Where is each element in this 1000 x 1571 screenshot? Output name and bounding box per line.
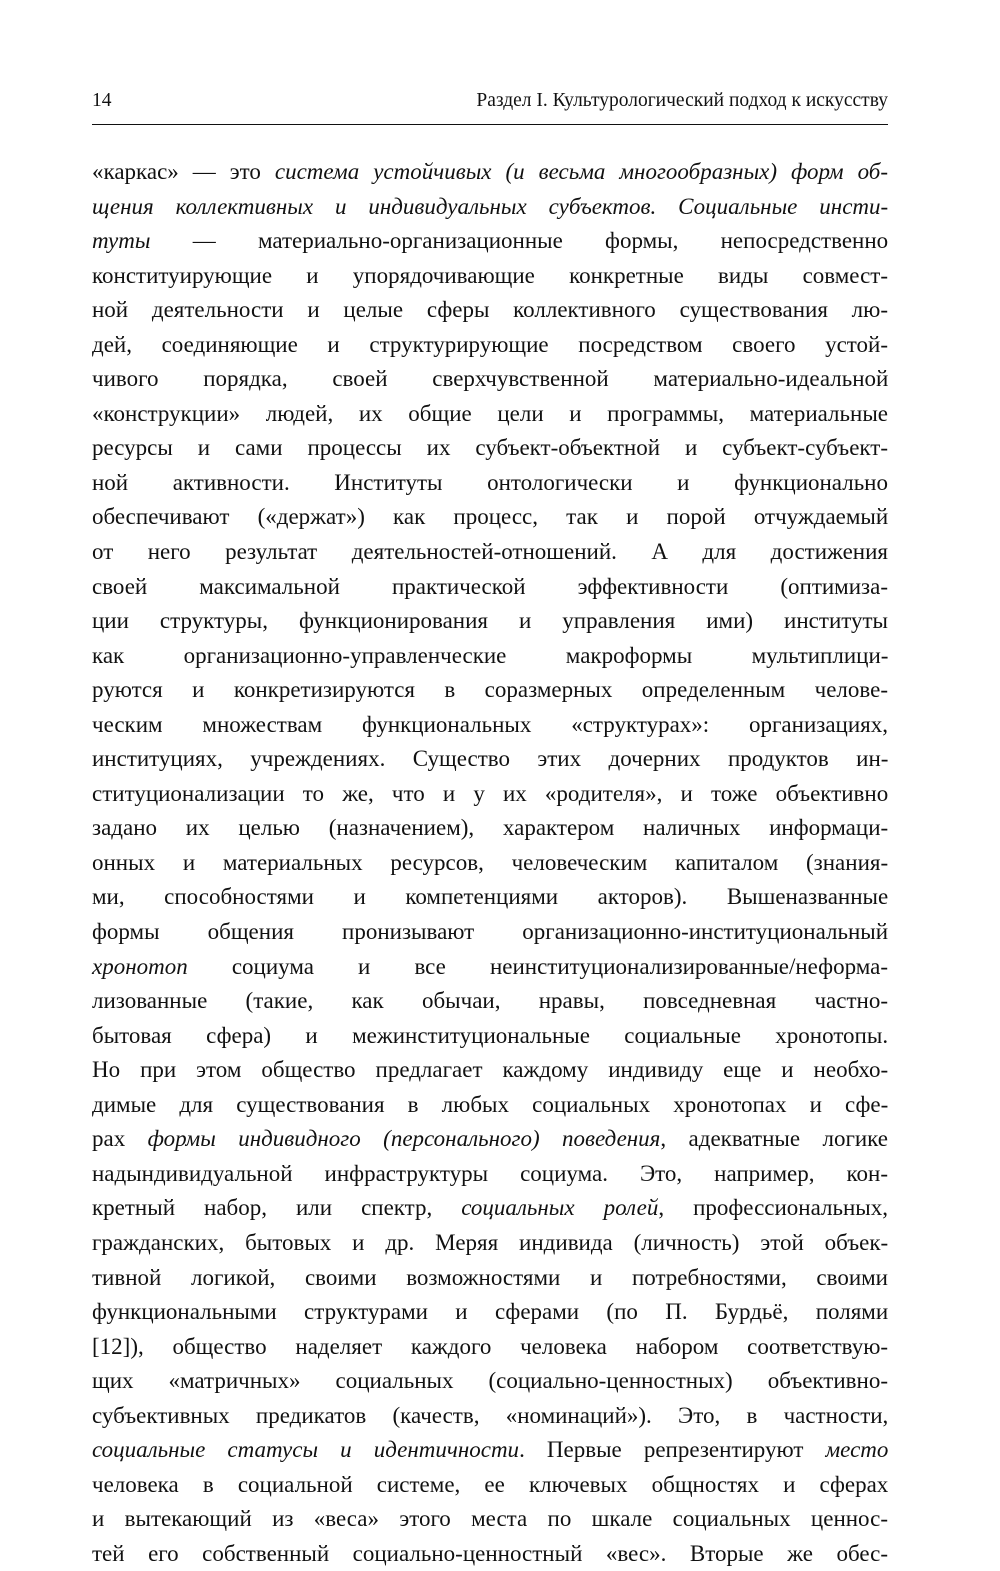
italic-text-run: система устойчивых (и весьма многообразных) форм об- [274,159,888,184]
text-run: субъективных предикатов (качеств, «номинаций»). Это, в частности, [92,1402,889,1428]
text-line [92,1053,888,1088]
running-head [92,86,888,116]
text-line [92,777,888,812]
text-run: «каркас» — это [92,159,275,184]
text-run: , адекватные логике [660,1126,888,1152]
italic-text-run: хронотоп [92,953,188,979]
text-run: лизованные (такие, как обычаи, нравы, повседневная частно- [92,988,888,1014]
text-line [92,1122,888,1157]
italic-text-run: формы индивидного (персонального) поведения [147,1126,661,1152]
text-line [92,1537,888,1571]
text-run: . Первые репрезентируют [519,1437,826,1463]
text-line [92,362,888,397]
text-line [92,1364,888,1399]
text-run: бытовая сфера) и межинституциональные социальные хронотопы. [92,1022,889,1048]
text-run: тивной логикой, своими возможностями и потребностями, своими [92,1264,888,1290]
text-run: руются и конкретизируются в соразмерных определенным челове- [92,677,888,703]
section-title: Раздел I. Культурологический подход к искусству [476,90,888,111]
text-line [92,397,888,432]
text-line [92,811,888,846]
text-run: надындивидуальной инфраструктуры социума. Это, например, кон- [92,1160,888,1186]
text-run: ной активности. Институты онтологически и функционально [92,469,888,495]
text-run: дей, соединяющие и структурирующие посредством своего устой- [92,331,888,357]
text-run: задано их целью (назначением), характером наличных информаци- [92,815,889,841]
text-line [92,673,888,708]
text-line [92,915,888,950]
text-line [92,293,888,328]
text-run: конституирующие и упорядочивающие конкретные виды совмест- [92,262,888,288]
body-text [92,155,888,1571]
text-run: — материально-организационные формы, непосредственно [150,228,889,254]
text-run: своей максимальной практической эффективности (оптимиза- [92,573,888,599]
text-run: гражданских, бытовых и др. Меряя индивида (личность) этой объек- [92,1229,889,1255]
text-run: тей его собственный социально-ценностный «вес». Вторые же обес- [92,1540,888,1566]
text-run: как организационно-управленческие макроформы мультиплици- [92,642,889,668]
header-rule [92,124,888,125]
text-run: рах [92,1126,148,1152]
text-run: ческим множествам функциональных «структурах»: организациях, [92,711,888,737]
text-run: институциях, учреждениях. Существо этих дочерних продуктов ин- [92,746,889,772]
text-run: чивого порядка, своей сверхчувственной материально-идеальной [92,366,889,392]
italic-text-run: социальные статусы и идентичности [92,1437,520,1463]
text-run: [12]), общество наделяет каждого человека набором соответствую- [92,1333,889,1359]
text-line [92,1226,888,1261]
text-run: формы общения пронизывают организационно-институциональный [92,919,889,945]
text-line [92,328,888,363]
text-run: онных и материальных ресурсов, человеческим капиталом (знания- [92,849,889,875]
text-run: «конструкции» людей, их общие цели и программы, материальные [92,400,888,426]
italic-text-run: место [825,1437,889,1463]
italic-text-run: щения коллективных и индивидуальных субъектов. Социальные инсти- [92,193,889,219]
text-line [92,950,888,985]
text-line [92,1261,888,1296]
text-line [92,155,888,190]
text-line [92,1295,888,1330]
text-run: функциональными структурами и сферами (по П. Бурдьё, полями [92,1299,889,1325]
text-line [92,1088,888,1123]
text-line [92,1019,888,1054]
text-line [92,1157,888,1192]
italic-text-run: социальных ролей [461,1195,659,1221]
text-run: димые для существования в любых социальных хронотопах и сфе- [92,1091,889,1117]
text-line [92,535,888,570]
text-line [92,259,888,294]
text-line [92,846,888,881]
italic-text-run: туты [92,228,151,254]
text-run: от него результат деятельностей-отношений. А для достижения [92,539,888,565]
text-line [92,190,888,225]
text-run: ми, способностями и компетенциями акторов). Вышеназванные [92,884,889,910]
page-number: 14 [92,90,112,111]
text-line [92,1330,888,1365]
text-run: ции структуры, функционирования и управления ими) институты [92,608,888,634]
text-line [92,1468,888,1503]
text-line [92,708,888,743]
text-run: человека в социальной системе, ее ключевых общностях и сферах [92,1471,889,1497]
text-line [92,224,888,259]
text-line [92,880,888,915]
text-run: , профессиональных, [658,1195,888,1221]
text-line [92,1502,888,1537]
text-run: обеспечивают («держат») как процесс, так и порой отчуждаемый [92,504,889,530]
text-line [92,500,888,535]
text-run: ной деятельности и целые сферы коллективного существования лю- [92,297,888,323]
text-run: социума и все неинституционализированные/неформа- [187,953,888,979]
text-line [92,431,888,466]
text-run: и вытекающий из «веса» этого места по шкале социальных ценнос- [92,1506,888,1532]
text-run: ресурсы и сами процессы их субъект-объектной и субъект-субъект- [92,435,888,461]
text-line [92,604,888,639]
text-line [92,742,888,777]
text-line [92,1399,888,1434]
text-run: ституционализации то же, что и у их «родителя», и тоже объективно [92,780,889,806]
text-line [92,466,888,501]
text-line [92,1433,888,1468]
text-line [92,570,888,605]
text-line [92,1191,888,1226]
text-run: щих «матричных» социальных (социально-ценностных) объективно- [92,1368,888,1394]
text-line [92,639,888,674]
text-run: кретный набор, или спектр, [92,1195,462,1221]
text-run: Но при этом общество предлагает каждому индивиду еще и необхо- [92,1057,889,1083]
text-line [92,984,888,1019]
